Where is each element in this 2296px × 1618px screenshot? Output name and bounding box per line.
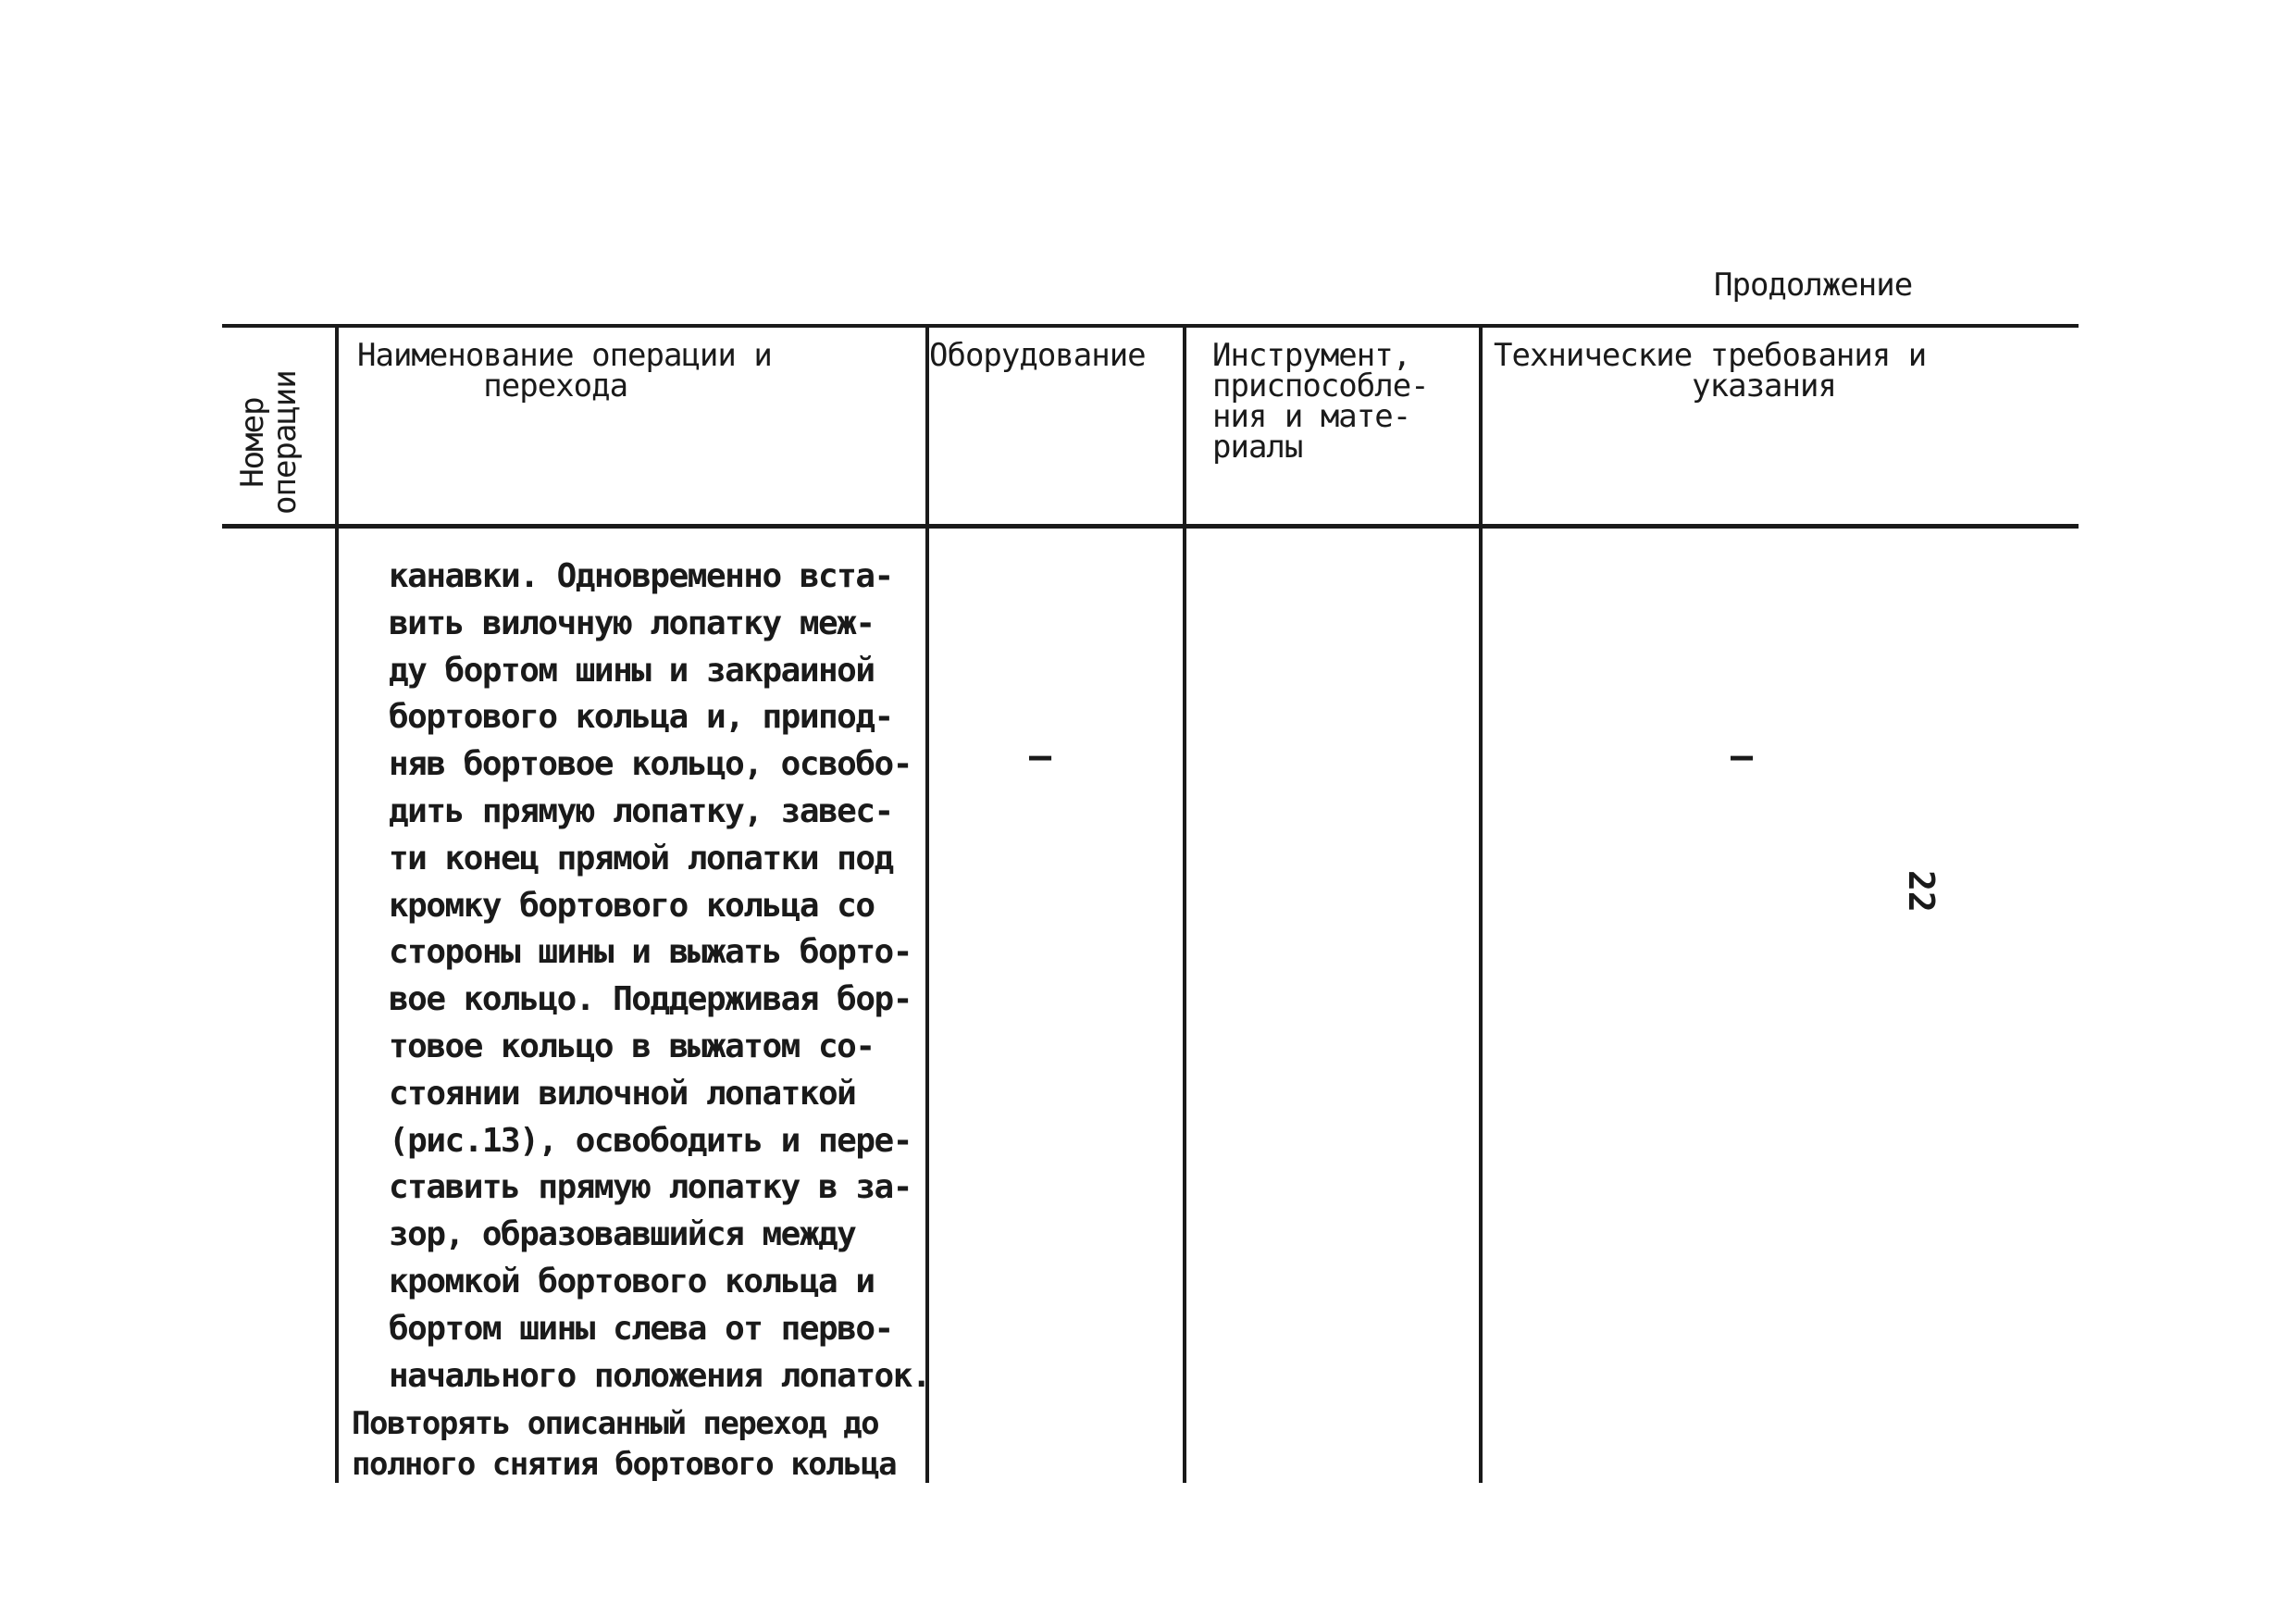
continuation-label: Продолжение (1714, 267, 1913, 304)
op-description: канавки. Одновременно вста- вить вилочную лопатку меж- ду бортом шины и закраиной бортового кольца и, припод- няв бортовое кольцо, освобо- дить прямую лопатку, завес- ти конец прямой лопатки под кромку бортового кольца со стороны шины и выжать борто- вое кольцо. Поддерживая бор- товое кольцо в выжатом со- стоянии вилочной лопаткой (рис.13), освободить и пере- ставить прямую лопатку в за- зор, образовавшийся между кромкой бортового кольца и бортом шины слева от перво- начального положения лопаток. (389, 557, 931, 1395)
table-top-border (222, 324, 2079, 328)
column-divider-1 (335, 324, 339, 1483)
column-divider-4 (1479, 324, 1483, 1483)
page-number: 22 (1901, 870, 1942, 913)
requirements-value: – (1731, 735, 1754, 778)
header-op-name: Наименование операции и перехода (357, 337, 772, 404)
equipment-value: – (1029, 735, 1052, 778)
op-description-repeat: Повторять описанный переход до полного снятия бортового кольца (352, 1405, 897, 1483)
header-bottom-border (222, 524, 2079, 529)
header-op-number: Номер операции (234, 370, 304, 515)
header-equipment: Оборудование (929, 337, 1146, 374)
column-divider-3 (1183, 324, 1186, 1483)
header-tools: Инструмент, приспособле- ния и мате- риалы (1212, 337, 1429, 466)
header-requirements: Технические требования и указания (1494, 337, 1927, 404)
